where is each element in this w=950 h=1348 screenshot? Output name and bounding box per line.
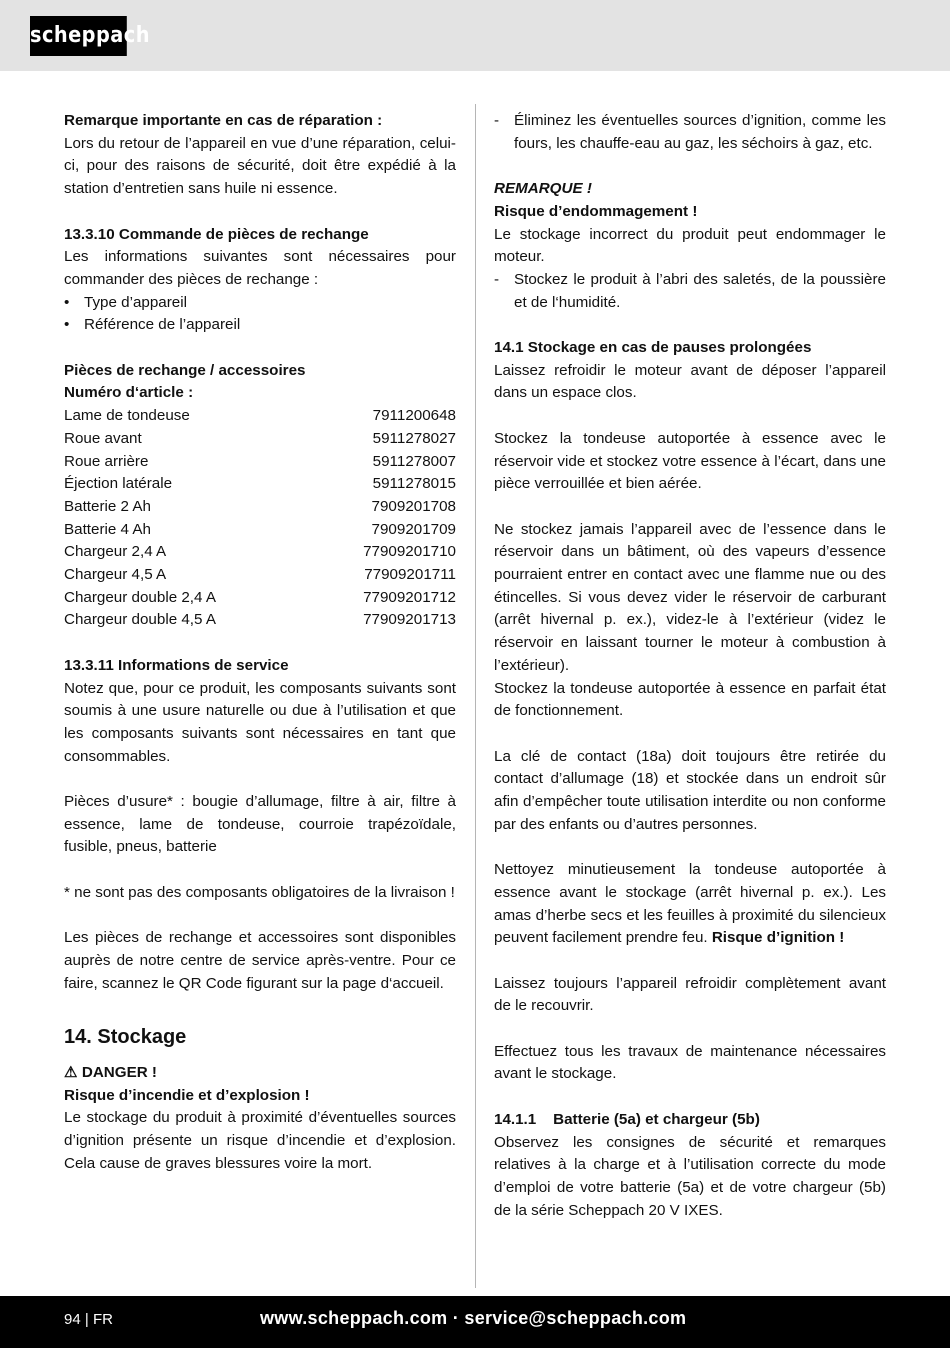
bullet-mark: • (64, 316, 70, 334)
scheppach-logo: scheppach (30, 16, 127, 56)
repair-text: Lors du retour de l’appareil en vue d’une réparation, celui-ci, pour des raisons de sécurité, doit être expédié à la station d’entretien sans huile ni essence. (64, 134, 456, 198)
wear-parts-text: Pièces d’usure* : bougie d’allumage, filtre à air, filtre à essence, lame de tondeuse, courroie trapézoïdale, fusible, pneus, batterie (64, 793, 456, 856)
part-name: Batterie 4 Ah (64, 520, 151, 538)
list-item-text: Type d’appareil (84, 293, 188, 311)
part-number: 77909201710 (363, 543, 456, 561)
list-item (494, 269, 886, 314)
list-item-text: Éliminez les éventuelles sources d’ignition, comme les fours, les chauffe-eau au gaz, les séchoirs à gaz, etc. (514, 112, 886, 152)
page-number-block (64, 1311, 113, 1328)
part-name: Chargeur double 2,4 A (64, 588, 216, 606)
parts-title: Pièces de rechange / accessoires (64, 361, 306, 379)
parts-table (64, 405, 456, 632)
paragraph: Ne stockez jamais l’appareil avec de l’essence dans le réservoir dans un bâtiment, où des vapeurs d’essence pourraient entrer en contact avec une flamme nue ou des étincelles. Si vous devez vider le réservoir de carburant (arrêt hivernal p. ex.), videz-le à l’extérieur (videz le réservoir en laissant tourner le moteur à combustion à l’extérieur). (494, 520, 886, 674)
part-number: 77909201712 (363, 588, 456, 606)
paragraph (494, 859, 886, 950)
part-number: 5911278007 (372, 452, 456, 470)
part-number: 7909201709 (371, 520, 456, 538)
paragraph: Effectuez tous les travaux de maintenance nécessaires avant le stockage. (494, 1042, 886, 1083)
right-column (494, 110, 886, 1222)
section-14-title: 14. Stockage (64, 1026, 187, 1049)
part-number: 77909201713 (363, 611, 456, 629)
list-item (494, 110, 886, 155)
remarque-subtitle: Risque d’endommagement ! (494, 202, 698, 220)
part-number: 5911278015 (372, 475, 456, 493)
part-name: Lame de tondeuse (64, 407, 190, 425)
table-row (64, 451, 456, 474)
page-number: 94 (64, 1311, 81, 1328)
language-code: FR (92, 1311, 113, 1328)
paragraph: La clé de contact (18a) doit toujours être retirée du contact d’allumage (18) et stockée dans un endroit sûr afin d’empêcher toute utilisation interdite ou non conforme par des enfants ou d’autres personnes. (494, 747, 886, 833)
table-row (64, 473, 456, 496)
dash-mark: - (494, 270, 500, 288)
remarque-label: REMARQUE ! (494, 180, 592, 198)
table-row (64, 609, 456, 632)
table-row (64, 564, 456, 587)
part-name: Batterie 2 Ah (64, 497, 151, 515)
danger-text: Le stockage du produit à proximité d’éventuelles sources d’ignition présente un risque d’incendie et d’explosion. Cela cause de graves blessures voire la mort. (64, 1109, 456, 1172)
warning-icon: ⚠ (64, 1064, 78, 1082)
remarque-text: Le stockage incorrect du produit peut endommager le moteur. (494, 225, 886, 266)
part-number: 7911200648 (372, 407, 456, 425)
part-number: 77909201711 (364, 566, 456, 584)
spare-parts-text: Les pièces de rechange et accessoires sont disponibles auprès de notre centre de service après-ventre. Pour ce faire, scannez le QR Code figurant sur la page d‘accueil. (64, 929, 456, 992)
section-13-3-10-title: 13.3.10 Commande de pièces de rechange (64, 225, 369, 243)
ignition-risk-text: Risque d’ignition ! (711, 929, 845, 947)
section-14-1-1-title: 14.1.1 Batterie (5a) et chargeur (5b) (494, 1110, 760, 1128)
danger-label: DANGER ! (81, 1064, 157, 1082)
list-item (64, 292, 456, 315)
part-name: Roue arrière (64, 452, 149, 470)
part-name: Chargeur 2,4 A (64, 543, 167, 561)
column-divider (475, 104, 476, 1288)
table-row (64, 541, 456, 564)
section-13-3-11-title: 13.3.11 Informations de service (64, 656, 289, 674)
section-13-3-11-text: Notez que, pour ce produit, les composants suivants sont soumis à une usure naturelle ou due à l’utilisation et que les composants suivants sont nécessaires en tant que consommables. (64, 679, 456, 765)
part-name: Roue avant (64, 429, 142, 447)
dash-mark: - (494, 112, 500, 129)
part-name: Chargeur double 4,5 A (64, 611, 216, 629)
paragraph: Laissez toujours l’appareil refroidir complètement avant de le recouvrir. (494, 974, 886, 1015)
paragraph: Observez les consignes de sécurité et remarques relatives à la charge et à l’utilisation correcte du mode d’emploi de votre batterie (5a) et de votre chargeur (5b) de la série Scheppach 20 V IXES. (494, 1133, 886, 1219)
list-item-text: Stockez le produit à l’abri des saletés, de la poussière et de l‘humidité. (514, 270, 886, 311)
part-number: 5911278027 (372, 429, 456, 447)
danger-heading (64, 1062, 456, 1085)
paragraph: Stockez la tondeuse autoportée à essence avec le réservoir vide et stockez votre essence à l’écart, dans une pièce verrouillée et bien aérée. (494, 429, 886, 493)
table-row (64, 428, 456, 451)
section-14-1-title: 14.1 Stockage en cas de pauses prolongées (494, 339, 812, 356)
table-row (64, 519, 456, 542)
page-header (0, 0, 950, 71)
contact-info: www.scheppach.com · service@scheppach.com (260, 1308, 687, 1328)
article-number-title: Numéro d‘article : (64, 384, 194, 402)
list-item-text: Référence de l’appareil (84, 316, 241, 334)
repair-title: Remarque importante en cas de réparation : (64, 112, 383, 129)
table-row (64, 587, 456, 610)
part-name: Éjection latérale (64, 475, 173, 493)
bullet-mark: • (64, 293, 70, 311)
footnote-text: * ne sont pas des composants obligatoires de la livraison ! (64, 883, 455, 901)
table-row (64, 496, 456, 519)
list-item (64, 314, 456, 337)
left-column (64, 110, 456, 1176)
page-separator: | (84, 1311, 89, 1328)
part-name: Chargeur 4,5 A (64, 566, 167, 584)
part-number: 7909201708 (371, 497, 456, 515)
table-row (64, 405, 456, 428)
paragraph: Laissez refroidir le moteur avant de déposer l’appareil dans un espace clos. (494, 361, 886, 402)
page-footer (0, 1296, 950, 1348)
section-13-3-10-text: Les informations suivantes sont nécessaires pour commander des pièces de rechange : (64, 248, 456, 288)
paragraph: Stockez la tondeuse autoportée à essence en parfait état de fonctionnement. (494, 679, 886, 720)
danger-subtitle: Risque d’incendie et d’explosion ! (64, 1086, 310, 1104)
paragraph-text: Nettoyez minutieusement la tondeuse autoportée à essence avant le stockage (arrêt hivernal p. ex.). Les amas d’herbe secs et les feuilles à proximité du silencieux peuvent facilement prendre feu. (494, 861, 886, 947)
